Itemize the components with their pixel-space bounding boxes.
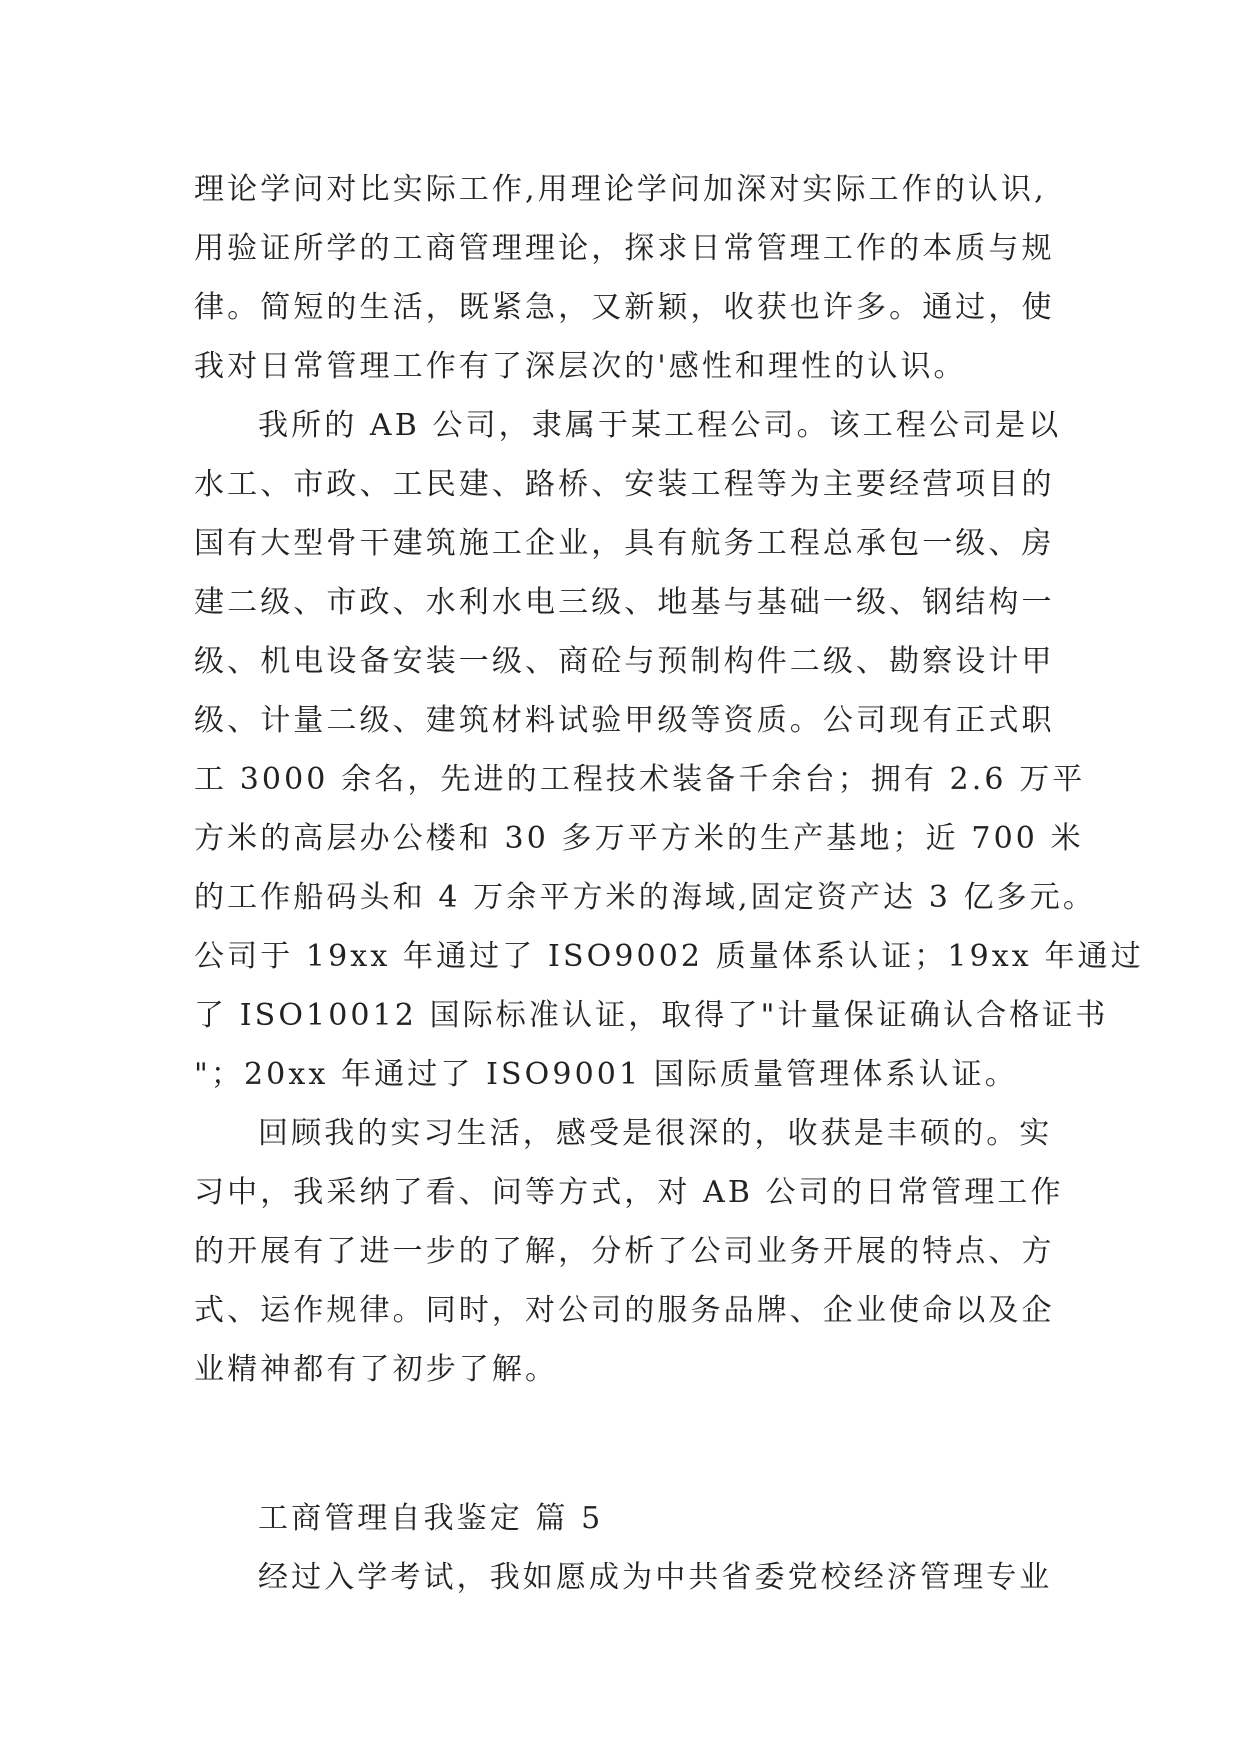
section-5 <box>194 1489 1054 1607</box>
text-line: 工 3000 余名，先进的工程技术装备千余台；拥有 2.6 万平 <box>194 762 1086 797</box>
text-line: 律。简短的生活，既紧急，又新颖，收获也许多。通过，使 <box>194 290 1055 325</box>
section-heading: 工商管理自我鉴定 篇 5 <box>258 1501 604 1536</box>
paragraph-2 <box>194 396 1144 1104</box>
text-line: 业精神都有了初步了解。 <box>194 1352 559 1387</box>
text-line: 我对日常管理工作有了深层次的'感性和理性的认识。 <box>194 349 967 384</box>
text-line: 水工、市政、工民建、路桥、安装工程等为主要经营项目的 <box>194 467 1055 502</box>
document-body <box>194 160 1144 1607</box>
text-line: 用验证所学的工商管理理论，探求日常管理工作的本质与规 <box>194 231 1055 266</box>
text-line: 级、机电设备安装一级、商砼与预制构件二级、勘察设计甲 <box>194 644 1055 679</box>
paragraph-3 <box>194 1104 1064 1399</box>
paragraph-1 <box>194 160 1054 396</box>
text-line: 式、运作规律。同时，对公司的服务品牌、企业使命以及企 <box>194 1293 1055 1328</box>
section-spacer <box>194 1399 1054 1489</box>
text-line: "；20xx 年通过了 ISO9001 国际质量管理体系认证。 <box>194 1057 1018 1092</box>
text-line: 了 ISO10012 国际标准认证，取得了"计量保证确认合格证书 <box>194 998 1109 1033</box>
text-line: 的开展有了进一步的了解，分析了公司业务开展的特点、方 <box>194 1234 1055 1269</box>
text-line: 习中，我采纳了看、问等方式，对 AB 公司的日常管理工作 <box>194 1175 1064 1210</box>
text-line: 国有大型骨干建筑施工企业，具有航务工程总承包一级、房 <box>194 526 1055 561</box>
text-line: 理论学问对比实际工作,用理论学问加深对实际工作的认识, <box>194 172 1047 207</box>
text-line: 建二级、市政、水利水电三级、地基与基础一级、钢结构一 <box>194 585 1055 620</box>
text-line: 级、计量二级、建筑材料试验甲级等资质。公司现有正式职 <box>194 703 1055 738</box>
text-line: 的工作船码头和 4 万余平方米的海域,固定资产达 3 亿多元。 <box>194 880 1096 915</box>
text-line: 公司于 19xx 年通过了 ISO9002 质量体系认证；19xx 年通过 <box>194 939 1144 974</box>
text-line: 我所的 AB 公司，隶属于某工程公司。该工程公司是以 <box>258 408 1062 443</box>
text-line: 回顾我的实习生活，感受是很深的，收获是丰硕的。实 <box>258 1116 1053 1151</box>
text-line: 方米的高层办公楼和 30 多万平方米的生产基地；近 700 米 <box>194 821 1084 856</box>
text-line: 经过入学考试，我如愿成为中共省委党校经济管理专业 <box>258 1560 1053 1595</box>
